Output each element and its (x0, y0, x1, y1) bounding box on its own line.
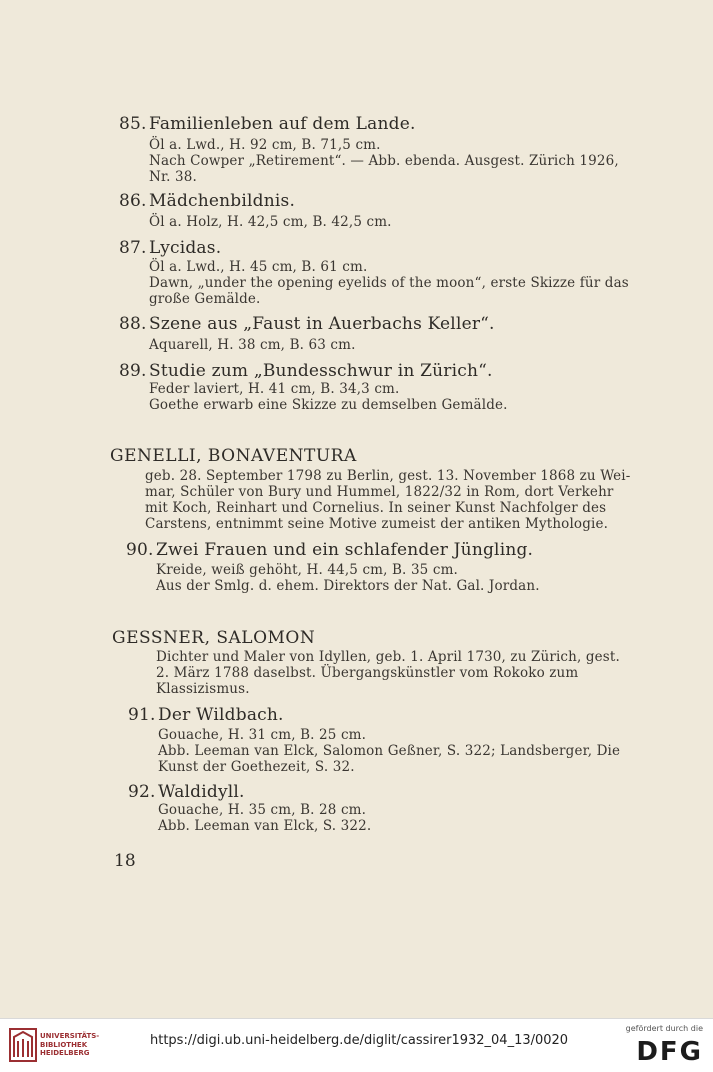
gessner-bio-line-3: Klassizismus. (156, 681, 250, 697)
entry-85-note-cont: Nr. 38. (149, 169, 197, 185)
viewer-footer (0, 1018, 713, 1072)
entry-91-note: Abb. Leeman van Elck, Salomon Geßner, S. 322; Landsberger, Die (158, 743, 621, 759)
gessner-bio-line-2: 2. März 1788 daselbst. Übergangskünstler vom Rokoko zum (156, 665, 579, 681)
entry-91-title: 91. Der Wildbach. (128, 705, 284, 725)
entry-86-title: 86. Mädchenbildnis. (119, 191, 296, 211)
artist-heading-gessner: GESSNER, SALOMON (112, 628, 316, 648)
entry-92-medium: Gouache, H. 35 cm, B. 28 cm. (158, 802, 367, 818)
funded-by-label: gefördert durch die (625, 1024, 703, 1033)
entry-87-medium: Öl a. Lwd., H. 45 cm, B. 61 cm. (149, 259, 368, 275)
dfg-logo: DFG (636, 1037, 703, 1067)
gessner-bio-line-1: Dichter und Maler von Idyllen, geb. 1. April 1730, zu Zürich, gest. (156, 649, 620, 665)
entry-88-title: 88. Szene aus „Faust in Auerbachs Keller“. (119, 314, 495, 334)
entry-90-title: 90. Zwei Frauen und ein schlafender Jüngling. (126, 540, 534, 560)
entry-88-medium: Aquarell, H. 38 cm, B. 63 cm. (149, 337, 356, 353)
entry-92-note: Abb. Leeman van Elck, S. 322. (158, 818, 372, 834)
entry-90-medium: Kreide, weiß gehöht, H. 44,5 cm, B. 35 cm. (156, 562, 458, 578)
permalink-url[interactable]: https://digi.ub.uni-heidelberg.de/diglit/cassirer1932_04_13/0020 (150, 1033, 569, 1048)
library-name: UNIVERSITÄTS- BIBLIOTHEK HEIDELBERG (40, 1032, 100, 1057)
entry-85-medium: Öl a. Lwd., H. 92 cm, B. 71,5 cm. (149, 137, 381, 153)
entry-92-title: 92. Waldidyll. (128, 782, 245, 802)
entry-87-note: Dawn, „under the opening eyelids of the moon“, erste Skizze für das (149, 275, 629, 291)
entry-90-note: Aus der Smlg. d. ehem. Direktors der Nat. Gal. Jordan. (156, 578, 540, 594)
entry-85-title: 85. Familienleben auf dem Lande. (119, 114, 416, 134)
genelli-bio-line-3: mit Koch, Reinhart und Cornelius. In seiner Kunst Nachfolger des (145, 500, 607, 516)
entry-89-note: Goethe erwarb eine Skizze zu demselben Gemälde. (149, 397, 508, 413)
genelli-bio-line-1: geb. 28. September 1798 zu Berlin, gest. 13. November 1868 zu Wei- (145, 468, 631, 484)
entry-87-title: 87. Lycidas. (119, 238, 222, 258)
entry-89-title: 89. Studie zum „Bundesschwur in Zürich“. (119, 361, 493, 381)
page-number: 18 (114, 851, 136, 871)
entry-85-note: Nach Cowper „Retirement“. — Abb. ebenda. Ausgest. Zürich 1926, (149, 153, 619, 169)
entry-86-medium: Öl a. Holz, H. 42,5 cm, B. 42,5 cm. (149, 214, 392, 230)
entry-89-medium: Feder laviert, H. 41 cm, B. 34,3 cm. (149, 381, 400, 397)
genelli-bio-line-4: Carstens, entnimmt seine Motive zumeist der antiken Mythologie. (145, 516, 609, 532)
artist-heading-genelli: GENELLI, BONAVENTURA (110, 446, 357, 466)
entry-91-note-cont: Kunst der Goethezeit, S. 32. (158, 759, 355, 775)
entry-87-note-cont: große Gemälde. (149, 291, 261, 307)
library-logo-icon (8, 1027, 38, 1063)
entry-91-medium: Gouache, H. 31 cm, B. 25 cm. (158, 727, 367, 743)
genelli-bio-line-2: mar, Schüler von Bury und Hummel, 1822/32 in Rom, dort Verkehr (145, 484, 614, 500)
